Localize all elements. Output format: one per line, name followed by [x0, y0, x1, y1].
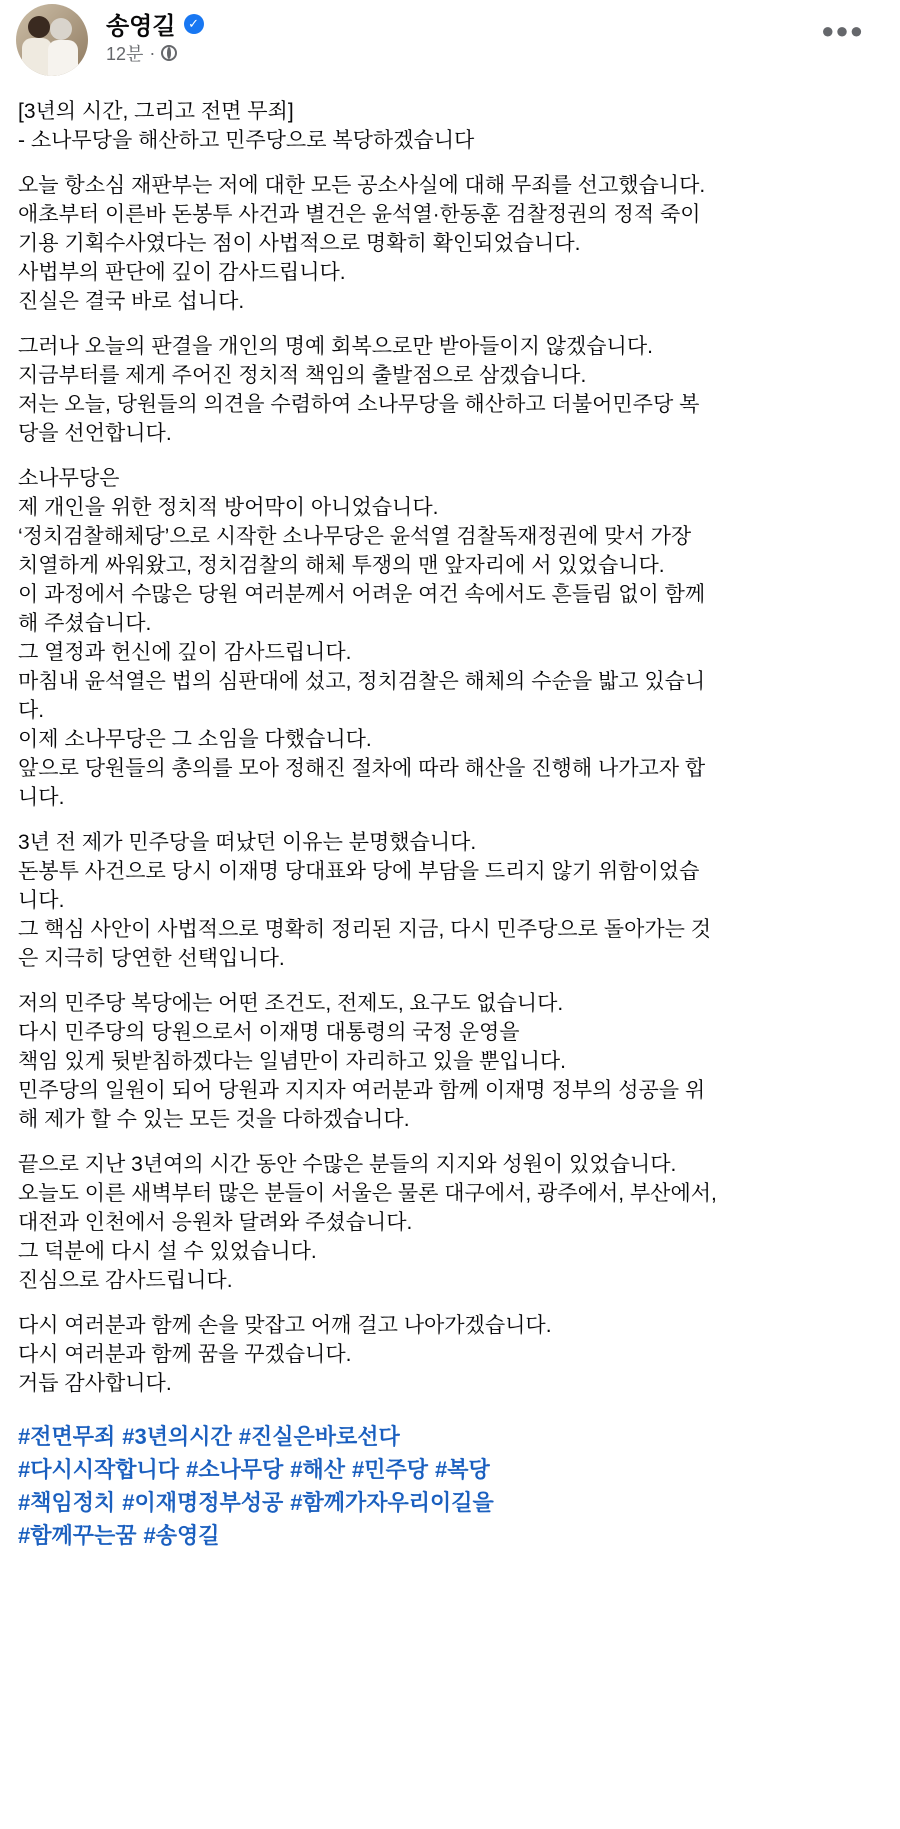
hashtag-link[interactable]: #책임정치 [18, 1490, 116, 1515]
hashtag-link[interactable]: #민주당 [352, 1457, 428, 1482]
post-text [18, 97, 888, 1398]
text-line: 다시 여러분과 함께 꿈을 꾸겠습니다. [18, 1343, 352, 1366]
text-line: 민주당의 일원이 되어 당원과 지지자 여러분과 함께 이재명 정부의 성공을 위 [18, 1079, 706, 1102]
text-line: 제 개인을 위한 정치적 방어막이 아니었습니다. [18, 496, 439, 519]
paragraph [18, 332, 888, 448]
text-line: 애초부터 이른바 돈봉투 사건과 별건은 윤석열·한동훈 검찰정권의 정적 죽이 [18, 203, 701, 226]
hashtags [18, 1420, 888, 1552]
text-line: 끝으로 지난 3년여의 시간 동안 수많은 분들의 지지와 성원이 있었습니다. [18, 1153, 677, 1176]
text-line: 저는 오늘, 당원들의 의견을 수렴하여 소나무당을 해산하고 더불어민주당 복 [18, 393, 700, 416]
hashtag-link[interactable]: #복당 [435, 1457, 490, 1482]
verified-badge-icon: ✓ [184, 14, 204, 34]
hashtag-link[interactable]: #전면무죄 [18, 1424, 116, 1449]
meta-separator: · [149, 42, 156, 63]
hashtag-link[interactable]: #해산 [290, 1457, 345, 1482]
hashtag-link[interactable]: #함께가자우리이길을 [290, 1490, 494, 1515]
text-line: [3년의 시간, 그리고 전면 무죄] [18, 100, 294, 123]
hashtag-link[interactable]: #이재명정부성공 [122, 1490, 284, 1515]
post-time[interactable]: 12분 [106, 44, 144, 64]
text-line: 이 과정에서 수많은 당원 여러분께서 어려운 여건 속에서도 흔들림 없이 함께 [18, 583, 706, 606]
more-options-button[interactable]: ●●● [821, 18, 864, 43]
text-line: 이제 소나무당은 그 소임을 다했습니다. [18, 728, 372, 751]
paragraph [18, 828, 888, 973]
text-line: 사법부의 판단에 깊이 감사드립니다. [18, 261, 346, 284]
paragraph [18, 1150, 888, 1295]
paragraph [18, 464, 888, 812]
hashtag-line [18, 1453, 888, 1486]
text-line: 다시 민주당의 당원으로서 이재명 대통령의 국정 운영을 [18, 1021, 520, 1044]
text-line: 거듭 감사합니다. [18, 1372, 172, 1395]
text-line: 저의 민주당 복당에는 어떤 조건도, 전제도, 요구도 없습니다. [18, 992, 564, 1015]
text-line: 마침내 윤석열은 법의 심판대에 섰고, 정치검찰은 해체의 수순을 밟고 있습니 [18, 670, 706, 693]
hashtag-link[interactable]: #진실은바로선다 [238, 1424, 400, 1449]
text-line: - 소나무당을 해산하고 민주당으로 복당하겠습니다 [18, 129, 475, 152]
hashtag-line [18, 1420, 888, 1453]
paragraph [18, 1311, 888, 1398]
author-name-row [106, 6, 204, 41]
hashtag-link[interactable]: #다시시작합니다 [18, 1457, 179, 1482]
text-line: 은 지극히 당연한 선택입니다. [18, 947, 285, 970]
text-line: 책임 있게 뒷받침하겠다는 일념만이 자리하고 있을 뿐입니다. [18, 1050, 566, 1073]
text-line: 돈봉투 사건으로 당시 이재명 당대표와 당에 부담을 드리지 않기 위함이었습 [18, 860, 700, 883]
hashtag-link[interactable]: #소나무당 [186, 1457, 284, 1482]
text-line: 해 제가 할 수 있는 모든 것을 다하겠습니다. [18, 1108, 410, 1131]
text-line: 소나무당은 [18, 467, 120, 490]
avatar[interactable] [16, 4, 88, 76]
text-line: 그 열정과 헌신에 깊이 감사드립니다. [18, 641, 352, 664]
text-line: 대전과 인천에서 응원차 달려와 주셨습니다. [18, 1211, 413, 1234]
text-line: ‘정치검찰해체당’으로 시작한 소나무당은 윤석열 검찰독재정권에 맞서 가장 [18, 525, 692, 548]
text-line: 당을 선언합니다. [18, 422, 172, 445]
text-line: 기용 기획수사였다는 점이 사법적으로 명확히 확인되었습니다. [18, 232, 581, 255]
text-line: 그 핵심 사안이 사법적으로 명확히 정리된 지금, 다시 민주당으로 돌아가는 것 [18, 918, 712, 941]
post-body [18, 97, 888, 1552]
text-line: 다. [18, 699, 45, 722]
text-line: 니다. [18, 786, 65, 809]
hashtag-link[interactable]: #송영길 [143, 1523, 220, 1548]
text-line: 3년 전 제가 민주당을 떠났던 이유는 분명했습니다. [18, 831, 477, 854]
text-line: 그 덕분에 다시 설 수 있었습니다. [18, 1240, 317, 1263]
text-line: 다시 여러분과 함께 손을 맞잡고 어깨 걸고 나아가겠습니다. [18, 1314, 552, 1337]
text-line: 진실은 결국 바로 섭니다. [18, 290, 245, 313]
hashtag-link[interactable]: #3년의시간 [122, 1424, 232, 1449]
paragraph [18, 171, 888, 316]
text-line: 오늘도 이른 새벽부터 많은 분들이 서울은 물론 대구에서, 광주에서, 부산에서, [18, 1182, 717, 1205]
paragraph [18, 989, 888, 1134]
text-line: 해 주셨습니다. [18, 612, 152, 635]
hashtag-line [18, 1519, 888, 1552]
author-name[interactable]: 송영길 [106, 13, 176, 40]
post-header [0, 0, 900, 90]
text-line: 오늘 항소심 재판부는 저에 대한 모든 공소사실에 대해 무죄를 선고했습니다. [18, 174, 706, 197]
paragraph [18, 97, 888, 155]
text-line: 니다. [18, 889, 65, 912]
text-line: 치열하게 싸워왔고, 정치검찰의 해체 투쟁의 맨 앞자리에 서 있었습니다. [18, 554, 665, 577]
post-meta [106, 40, 177, 66]
text-line: 그러나 오늘의 판결을 개인의 명예 회복으로만 받아들이지 않겠습니다. [18, 335, 653, 358]
text-line: 앞으로 당원들의 총의를 모아 정해진 절차에 따라 해산을 진행해 나가고자 합 [18, 757, 706, 780]
text-line: 지금부터를 제게 주어진 정치적 책임의 출발점으로 삼겠습니다. [18, 364, 587, 387]
hashtag-link[interactable]: #함께꾸는꿈 [18, 1523, 137, 1548]
globe-icon [161, 45, 177, 61]
text-line: 진심으로 감사드립니다. [18, 1269, 233, 1292]
hashtag-line [18, 1486, 888, 1519]
